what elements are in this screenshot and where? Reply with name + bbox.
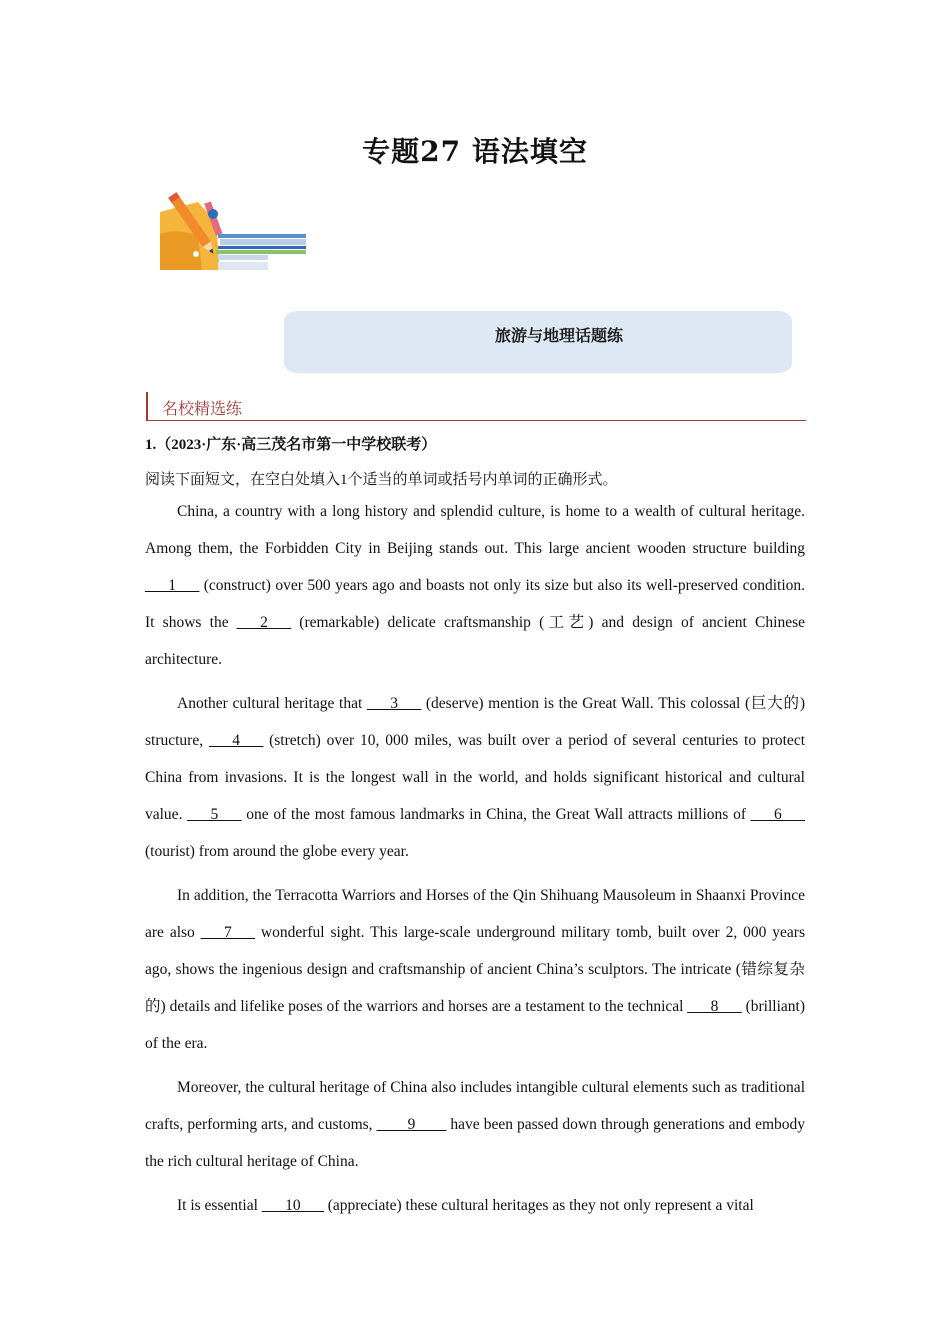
paragraph-2: Another cultural heritage that ___3___ (deserve) mention is the Great Wall. This colossal (巨大的) structure, ___4___ (stretch) over 10, 000 miles, was built over a period of several centuries to protect China from invasions. It is the longest wall in the world, and holds significant historical and cultural value. ___5___ one of the most famous landmarks in China, the Great Wall attracts millions of ___6___ (tourist) from around the globe every year. [145,695,805,860]
books-pencil-illustration [158,176,308,272]
blank-4: ___4___ [208,732,264,749]
passage [145,493,805,1231]
paragraph-4: Moreover, the cultural heritage of China also includes intangible cultural elements such as traditional crafts, performing arts, and customs, ____9____ have been passed down through generations and embody the rich cultural heritage of China. [145,1079,806,1170]
blank-7: ___7___ [200,924,255,941]
paragraph-3: In addition, the Terracotta Warriors and Horses of the Qin Shihuang Mausoleum in Shaanxi Province are also ___7___ wonderful sight. This large-scale underground military tomb, built over 2, 000 years ago, shows the ingenious design and craftsmanship of ancient China’s sculptors. The intricate (错综复杂的) details and lifelike poses of the warriors and horses are a testament to the technical ___8___ (brilliant) of the era. [145,887,806,1052]
topic-banner [284,311,792,373]
paragraph-1: China, a country with a long history and splendid culture, is home to a wealth of cultural heritage. Among them, the Forbidden City in Beijing stands out. This large ancient wooden structure building ___1___ (construct) over 500 years ago and boasts not only its size but also its well-preserved condition. It shows the ___2___ (remarkable) delicate craftsmanship (工艺) and design of ancient Chinese architecture. [145,503,805,668]
section-header [146,392,806,421]
blank-2: ___2___ [236,614,292,631]
page-title: 专题27 语法填空 [362,135,588,168]
blank-6: ___6___ [750,806,805,823]
section-title: 名校精选练 [162,399,243,418]
blank-10: ___10___ [261,1197,324,1214]
blank-3: ___3___ [366,695,422,712]
question-instruction: 阅读下面短文，在空白处填入1个适当的单词或括号内单词的正确形式。 [145,472,618,488]
blank-1: ___1___ [145,577,200,594]
paragraph-5: It is essential ___10___ (appreciate) these cultural heritages as they not only represent a vital [177,1197,754,1214]
banner-text: 旅游与地理话题练 [494,326,623,345]
blank-5: ___5___ [187,806,242,823]
question-header: 1.（2023·广东·高三茂名市第一中学校联考） [145,437,437,453]
section-accent-bar [146,392,148,420]
blank-9: ____9____ [376,1116,447,1133]
blank-8: ___8___ [687,998,742,1015]
